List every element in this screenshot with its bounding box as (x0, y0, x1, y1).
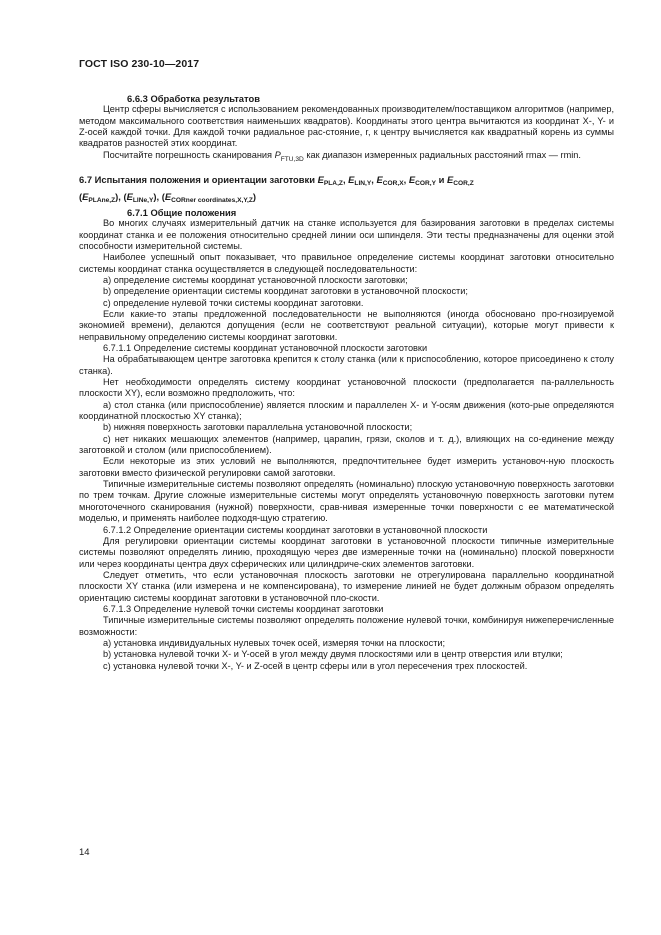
section-6-7-1-3-heading: 6.7.1.3 Определение нулевой точки системы координат заготовки (103, 603, 384, 614)
section-6-7-1-2-heading: 6.7.1.2 Определение ориентации системы координат заготовки в установочной плоскости (103, 524, 488, 535)
section-6-7-1-1-paragraph-2: Нет необходимости определять систему координат установочной плоскости (предполагается па-раллельность плоскости XY), если возможно предположить, что: (79, 377, 614, 399)
section-6-7-title: 6.7 Испытания положения и ориентации заготовки (79, 173, 315, 185)
symbol-e-cor-y-sub: COR,Y (415, 179, 437, 187)
section-6-7-1-paragraph-2: Наиболее успешный опыт показывает, что правильное определение системы координат заготовки относительно системы координат станка осуществляется в следующей последовательности: (79, 252, 614, 274)
symbol-e-cor-y: E (408, 173, 416, 185)
section-6-7-1-paragraph-1: Во многих случаях измерительный датчик на станке используется для базирования заготовки в пределах системы координат станка и ее положения относительно средней линии оси шпинделя. Эти тесты предназначены для оценки этой способности измерительной системы. (79, 218, 614, 251)
section-6-7-1-paragraph-3: Если какие-то этапы предложенной последовательности не выполняются (иногда обосновано про-гнозируемой экономией времени), делаются допущения (если не соответствуют реальной ситуации), которые могут привести к неправильному определению системы координат заготовки. (79, 308, 614, 342)
section-6-7-1-1-paragraph-4: Типичные измерительные системы позволяют определять (номинально) плоскую установочную поверхность заготовки по трем точкам. Другие сложные измерительные системы могут определять установочную поверхность заготовки путем многоточечного сканирования (нужной) поверхности, срав-нивая измеренные точки поверхности с ее математической моделью, и применять наиболее подходя-щую стратегию. (79, 479, 614, 524)
symbol-e-cor-z-sub: COR,Z (453, 179, 474, 187)
pftu-subscript: FTU,3D (280, 155, 304, 163)
paragraph-2-text-b: как диапазон измеренных радиальных расстояний rmax — rmin. (303, 149, 581, 160)
page-number: 14 (79, 847, 90, 858)
list-item: b) нижняя поверхность заготовки параллельна установочной плоскости; (103, 422, 413, 433)
symbol-e-cor-x-sub: COR,X (382, 179, 404, 187)
list-item: a) определение системы координат установочной плоскости заготовки; (103, 274, 408, 285)
symbol-e-lin-y-sub: LIN,Y (354, 179, 372, 187)
section-6-7-1-heading: 6.7.1 Общие положения (127, 206, 237, 218)
symbol-e-pla-z-sub: PLA,Z (323, 179, 343, 187)
paragraph-2-text-a: Посчитайте погрешность сканирования (103, 149, 275, 160)
symbol-e-cor-x: E (376, 173, 383, 185)
symbol-e-corner-sub: CORner coordinates,X,Y,Z (171, 196, 253, 204)
symbol-e-pla-z: E (317, 173, 324, 185)
document-body (79, 93, 614, 672)
section-6-7-1-2-paragraph-2: Следует отметить, что если установочная плоскость заготовки не отрегулирована параллельно координатной плоскости XY станка (или измерена и не компенсирована), то измерение линией не будет должным образом определять ориентацию системы координат заготовки в установочной пло-скости. (79, 569, 614, 603)
list-item: c) установка нулевой точки X-, Y- и Z-осей в центр сферы или в угол пересечения трех плоскостей. (103, 660, 528, 671)
list-item: a) стол станка (или приспособление) является плоским и параллелен X- и Y-осям движения (кото-рые определяются координатной плоскостью XY станка); (79, 399, 614, 422)
symbol-e-plane-z: E (82, 190, 89, 202)
and-word: и (438, 173, 445, 185)
section-6-7-1-3-paragraph-1: Типичные измерительные системы позволяют определять положение нулевой точки, комбинируя нижеперечисленные возможности: (79, 615, 614, 637)
list-item: a) установка индивидуальных нулевых точек осей, измеряя точки на плоскости; (103, 637, 446, 648)
section-6-7-1-1-paragraph-1: На обрабатывающем центре заготовка крепится к столу станка (или к приспособлению, которое присоединено к столу станка). (79, 354, 614, 376)
symbol-e-corner: E (164, 190, 172, 202)
section-6-7-1-2-paragraph-1: Для регулировки ориентации системы координат заготовки в установочной плоскости типичные измерительные системы позволяют определять линию, проходящую через две измеренные точки на (номинально) плоской поверхности или через координаты центра двух сферических или цилиндриче-ских элементов заготовки. (79, 535, 614, 569)
symbol-e-plane-z-sub: PLAne,Z (88, 196, 116, 204)
pftu-symbol: P (274, 149, 281, 160)
list-item: c) нет никаких мешающих элементов (например, царапин, грязи, сколов и т. д.), влияющих на со-единение между заготовкой и столом (или приспособлением). (79, 433, 614, 456)
symbol-e-line-y-sub: LINe,Y (132, 196, 154, 204)
list-item: c) определение нулевой точки системы координат заготовки. (103, 297, 364, 308)
section-6-7-heading: 6.7 Испытания положения и ориентации заготовки $E_{PLA,Z}$, $E_{LIN,Y}$, $E_{COR,X}$, $E_{COR,Y}$ и $E_{COR,Z}$ $(E_{PLAne,Z})$, $(E_{LINe,Y})$, $(E_{CORner coordinates,X,Y,Z})$ (79, 173, 474, 204)
section-6-7-1-1-paragraph-3: Если некоторые из этих условий не выполняются, предпочтительнее будет измерить установоч-ную плоскость заготовки вместо физической регулировки самой заготовки. (79, 456, 614, 478)
symbol-e-line-y: E (126, 190, 133, 202)
section-6-6-3-paragraph-1: Центр сферы вычисляется с использованием рекомендованных производителем/поставщиком алгоритмов (например, методом максимального соответствия наименьших квадратов). Координаты этого центра вычитаются из координат X-, Y- и Z-осей каждой точки. Для каждой точки радиальное рас-стояние, r, к центру вычисляется как квадратный корень из суммы квадратов разностей этих координат. (79, 104, 614, 149)
symbol-e-cor-z: E (447, 173, 454, 185)
list-item: b) определение ориентации системы координат заготовки в установочной плоскости; (103, 286, 468, 297)
list-item: b) установка нулевой точки X- и Y-осей в угол между двумя плоскостями или в центр отверстия или втулки; (103, 649, 563, 660)
section-6-7-1-1-heading: 6.7.1.1 Определение системы координат установочной плоскости заготовки (103, 343, 428, 354)
symbol-e-lin-y: E (348, 173, 355, 185)
document-header: ГОСТ ISO 230-10—2017 (79, 58, 200, 70)
section-6-6-3-heading: 6.6.3 Обработка результатов (127, 93, 260, 104)
section-6-6-3-paragraph-2 (79, 150, 614, 165)
